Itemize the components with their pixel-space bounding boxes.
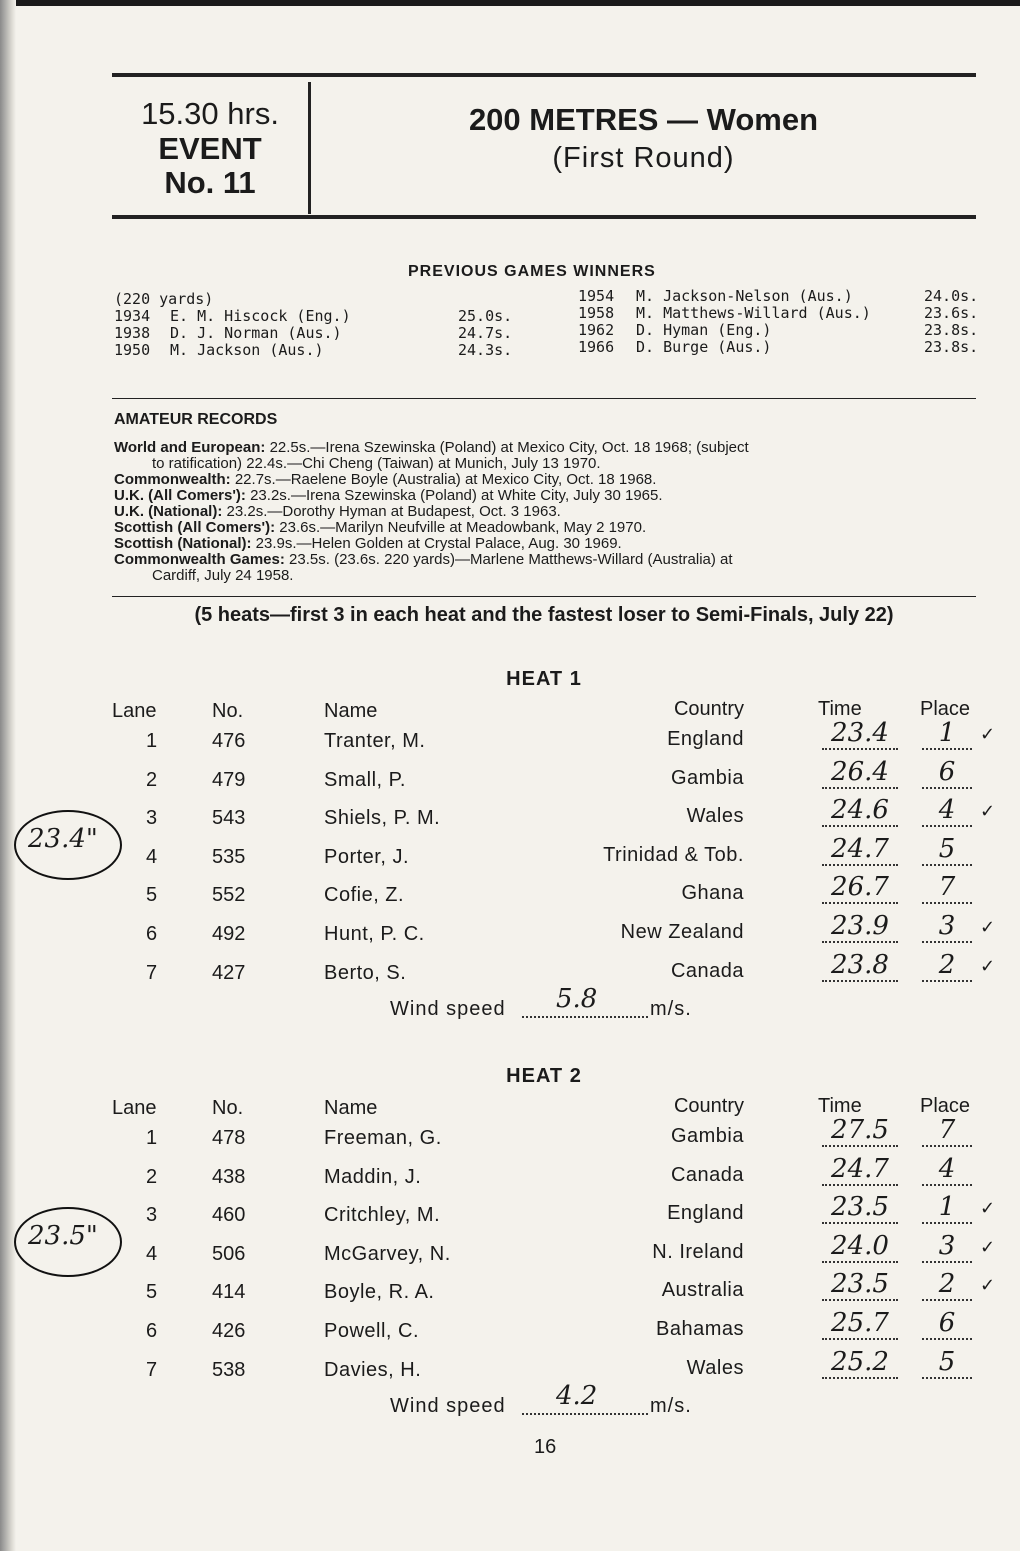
row-lane: 4 [146,845,158,868]
winner-time: 25.0s. [458,307,513,325]
row-lane: 7 [146,961,158,984]
wind-value-line [522,1016,648,1018]
row-name: McGarvey, N. [324,1242,451,1265]
row-country: Gambia [670,766,744,789]
row-check-mark: ✓ [980,1275,996,1297]
row-country: Wales [686,805,744,828]
col-lane: Lane [112,700,157,722]
row-place: 7 [922,872,972,904]
winner-time: 23.6s. [924,304,979,322]
row-check-mark: ✓ [980,801,996,823]
row-time: 24.7 [822,834,898,866]
row-time: 26.4 [822,757,898,789]
row-place: 6 [922,757,972,789]
records-list [114,440,976,584]
record-label: World and European: [114,439,266,456]
wind-label: Wind speed [390,998,506,1020]
row-check-mark: ✓ [980,955,996,977]
winner-name: D. Hyman (Eng.) [636,321,772,339]
row-country: Canada [670,1163,744,1186]
row-number: 479 [212,768,246,791]
row-time: 26.7 [822,872,898,904]
previous-winners-heading: PREVIOUS GAMES WINNERS [408,263,656,280]
event-info-box [112,82,311,214]
row-check-mark: ✓ [980,1236,996,1258]
previous-winners-note: (220 yards) [114,290,214,308]
record-text: 22.7s.—Raelene Boyle (Australia) at Mexico City, Oct. 18 1968. [230,471,657,488]
row-name: Maddin, J. [324,1165,422,1188]
winner-time: 24.0s. [924,287,979,305]
page-binding-edge [0,0,16,1551]
winner-year: 1954 [578,287,615,305]
record-text: 23.9s.—Helen Golden at Crystal Palace, Aug. 30 1969. [251,535,622,552]
circled-time: 23.4" [28,824,98,854]
row-country: New Zealand [620,921,744,943]
header-bottom-rule [112,215,976,219]
wind-value: 4.2 [556,1381,598,1411]
record-line [114,568,976,584]
row-number: 535 [212,845,246,868]
row-time: 23.5 [822,1269,898,1301]
row-country: Bahamas [656,1318,744,1340]
winner-year: 1950 [114,341,151,359]
row-lane: 7 [146,1358,158,1381]
row-country: Wales [686,1356,744,1379]
row-number: 552 [212,884,246,907]
row-name: Tranter, M. [324,730,426,752]
record-line [114,520,976,536]
row-place: 6 [922,1308,972,1340]
row-time: 23.8 [822,950,898,982]
winner-name: D. Burge (Aus.) [636,338,772,356]
wind-unit: m/s. [650,998,692,1020]
heat-title: HEAT 1 [506,668,582,690]
row-name: Boyle, R. A. [324,1281,435,1304]
winner-name: M. Jackson-Nelson (Aus.) [636,287,853,305]
col-name: Name [324,1097,378,1119]
winner-year: 1958 [578,304,615,322]
record-label: U.K. (National): [114,503,223,520]
row-number: 492 [212,923,246,945]
section-rule-1 [112,398,976,399]
row-place: 4 [922,795,972,827]
record-line [114,536,976,552]
row-place: 7 [922,1115,972,1147]
row-check-mark: ✓ [980,724,996,745]
col-place: Place [920,698,971,720]
event-subtitle: (First Round) [552,142,735,174]
row-country: Australia [661,1279,744,1302]
row-name: Freeman, G. [324,1127,442,1149]
winner-name: M. Jackson (Aus.) [170,341,324,359]
row-time: 23.5 [822,1192,898,1224]
row-lane: 1 [146,1127,158,1149]
winner-year: 1966 [578,338,615,356]
event-title-box [311,102,976,175]
col-no: No. [212,700,244,722]
row-check-mark: ✓ [980,917,996,938]
wind-label: Wind speed [390,1395,506,1417]
winner-year: 1934 [114,307,151,325]
qualification-note: (5 heats—first 3 in each heat and the fastest loser to Semi-Finals, July 22) [194,604,894,626]
row-place: 1 [922,718,972,750]
row-lane: 3 [146,807,158,830]
row-lane: 2 [146,768,158,791]
winner-name: E. M. Hiscock (Eng.) [170,307,351,325]
record-line [114,456,976,472]
col-time: Time [818,1095,862,1117]
record-text: 23.5s. (23.6s. 220 yards)—Marlene Matthews-Willard (Australia) at [284,551,733,568]
event-time: 15.30 hrs. [141,96,279,131]
record-text: 23.6s.—Marilyn Neufville at Meadowbank, May 2 1970. [275,519,647,536]
winner-time: 24.3s. [458,341,513,359]
winner-year: 1938 [114,324,151,342]
row-place: 2 [922,950,972,982]
row-country: England [667,1202,744,1225]
col-country: Country [673,1095,744,1117]
col-lane: Lane [112,1097,157,1119]
record-label: Commonwealth: [114,471,231,488]
row-name: Davies, H. [324,1358,422,1381]
row-lane: 4 [146,1242,158,1265]
winner-year: 1962 [578,321,615,339]
wind-value-line [522,1413,648,1415]
row-time: 24.0 [822,1231,898,1263]
winner-time: 23.8s. [924,338,979,356]
heat-title: HEAT 2 [506,1065,582,1087]
record-line [114,552,976,568]
row-place: 3 [922,911,972,943]
row-lane: 2 [146,1165,158,1188]
record-label: Scottish (All Comers'): [114,519,276,536]
row-place: 5 [922,1347,972,1379]
row-time: 23.4 [822,718,898,750]
row-lane: 5 [146,884,158,907]
wind-unit: m/s. [650,1395,692,1417]
record-label: Scottish (National): [114,535,252,552]
record-label: Commonwealth Games: [114,551,285,568]
event-label: EVENT [158,131,262,166]
row-number: 506 [212,1242,246,1265]
event-title: 200 METRES — Women [468,102,819,137]
row-place: 3 [922,1231,972,1263]
page-number: 16 [534,1436,557,1458]
row-lane: 1 [146,730,158,752]
col-country: Country [673,698,744,720]
row-name: Hunt, P. C. [324,923,425,945]
row-country: Ghana [681,882,744,905]
row-country: Gambia [670,1125,744,1147]
row-country: England [667,728,744,750]
winner-name: M. Matthews-Willard (Aus.) [636,304,871,322]
row-name: Porter, J. [324,845,410,868]
row-lane: 6 [146,1320,158,1342]
record-line [114,488,976,504]
record-text: 23.2s.—Irena Szewinska (Poland) at White City, July 30 1965. [245,487,663,504]
record-text: 23.2s.—Dorothy Hyman at Budapest, Oct. 3 1963. [222,503,561,520]
record-text: Cardiff, July 24 1958. [152,567,294,584]
row-lane: 3 [146,1204,158,1227]
row-time: 27.5 [822,1115,898,1147]
row-number: 460 [212,1204,246,1227]
row-place: 2 [922,1269,972,1301]
winner-time: 23.8s. [924,321,979,339]
row-lane: 6 [146,923,158,945]
row-check-mark: ✓ [980,1198,996,1220]
circled-time: 23.5" [28,1221,98,1251]
row-name: Critchley, M. [324,1204,441,1227]
row-time: 23.9 [822,911,898,943]
col-place: Place [920,1095,971,1117]
row-number: 427 [212,961,246,984]
row-time: 25.2 [822,1347,898,1379]
event-number: No. 11 [164,165,256,200]
record-label: U.K. (All Comers'): [114,487,246,504]
winner-time: 24.7s. [458,324,513,342]
row-name: Small, P. [324,768,406,791]
page-top-edge [0,0,1020,6]
record-line [114,504,976,520]
row-country: Canada [670,959,744,982]
row-country: Trinidad & Tob. [603,843,744,866]
row-name: Shiels, P. M. [324,807,441,830]
row-time: 24.6 [822,795,898,827]
row-place: 5 [922,834,972,866]
winner-name: D. J. Norman (Aus.) [170,324,342,342]
section-rule-2 [112,596,976,597]
col-time: Time [818,698,862,720]
record-line [114,472,976,488]
row-number: 426 [212,1320,246,1342]
col-no: No. [212,1097,244,1119]
row-name: Cofie, Z. [324,884,405,907]
row-name: Berto, S. [324,961,407,984]
row-number: 476 [212,730,246,752]
record-text: 22.5s.—Irena Szewinska (Poland) at Mexico City, Oct. 18 1968; (subject [265,439,749,456]
row-number: 538 [212,1358,246,1381]
header-top-rule [112,73,976,77]
row-place: 1 [922,1192,972,1224]
row-time: 24.7 [822,1154,898,1186]
records-heading: AMATEUR RECORDS [114,411,278,428]
col-name: Name [324,700,378,722]
row-number: 478 [212,1127,246,1149]
row-place: 4 [922,1154,972,1186]
row-number: 543 [212,807,246,830]
row-name: Powell, C. [324,1320,420,1342]
record-text: to ratification) 22.4s.—Chi Cheng (Taiwan) at Munich, July 13 1970. [152,455,601,472]
record-line [114,440,976,456]
row-number: 438 [212,1165,246,1188]
row-lane: 5 [146,1281,158,1304]
wind-value: 5.8 [556,984,598,1014]
row-country: N. Ireland [652,1240,744,1263]
row-time: 25.7 [822,1308,898,1340]
row-number: 414 [212,1281,246,1304]
